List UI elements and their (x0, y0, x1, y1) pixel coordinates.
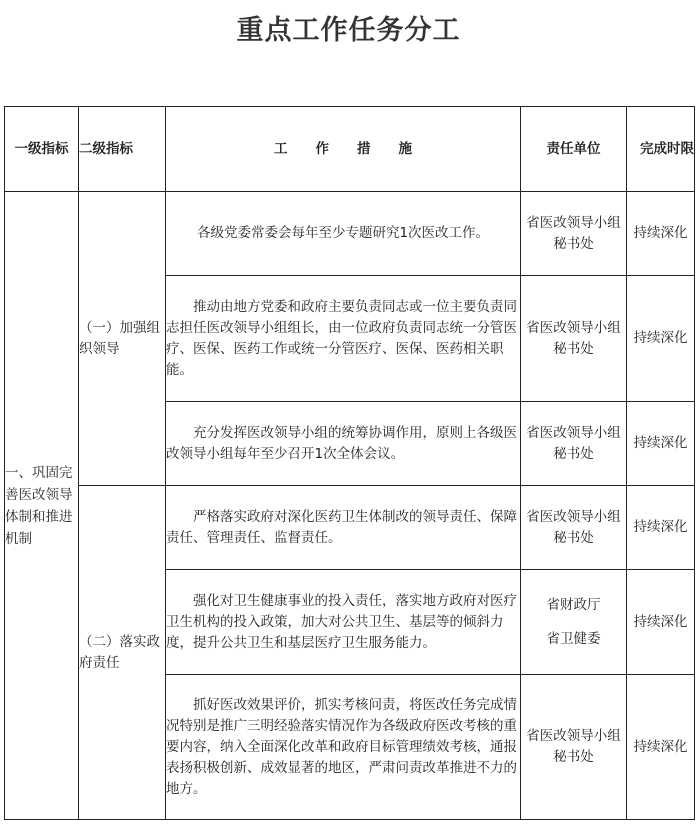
deadline-cell: 持续深化 (627, 675, 695, 820)
measure-cell: 强化对卫生健康事业的投入责任，落实地方政府对医疗卫生机构的投入政策，加大对公共卫生、基层等的倾斜力度，提升公共卫生和基层医疗卫生服务能力。 (166, 570, 521, 675)
header-unit: 责任单位 (521, 107, 627, 192)
unit-cell: 省医改领导小组秘书处 (521, 675, 627, 820)
header-deadline: 完成时限 (627, 107, 695, 192)
header-measures-char: 施 (398, 140, 412, 157)
unit-cell (521, 570, 627, 675)
measure-cell: 充分发挥医改领导小组的统筹协调作用，原则上各级医改领导小组每年至少召开1次全体会议。 (166, 402, 521, 486)
task-table (4, 106, 695, 820)
deadline-cell: 持续深化 (627, 486, 695, 570)
header-level1: 一级指标 (5, 107, 79, 192)
level2-cell: （二）落实政府责任 (79, 486, 166, 820)
level2-cell: （一）加强组织领导 (79, 192, 166, 486)
deadline-cell: 持续深化 (627, 192, 695, 276)
deadline-cell: 持续深化 (627, 402, 695, 486)
unit-cell: 省医改领导小组秘书处 (521, 402, 627, 486)
header-level2: 二级指标 (79, 107, 166, 192)
measure-cell: 抓好医改效果评价，抓实考核问责，将医改任务完成情况特别是推广三明经验落实情况作为各级政府医改考核的重要内容，纳入全面深化改革和政府目标管理绩效考核，通报表扬积极创新、成效显著的地区，严肃问责改革推进不力的地方。 (166, 675, 521, 820)
unit-line: 省卫健委 (546, 630, 601, 647)
header-row (5, 107, 695, 192)
level1-cell: 一、巩固完善医改领导体制和推进机制 (5, 192, 79, 820)
page-title: 重点工作任务分工 (236, 15, 461, 46)
measure-cell: 严格落实政府对深化医药卫生体制改的领导责任、保障责任、管理责任、监督责任。 (166, 486, 521, 570)
header-measures-char: 作 (315, 140, 329, 157)
header-measures (166, 107, 521, 192)
header-measures-char: 工 (274, 140, 288, 157)
deadline-cell: 持续深化 (627, 276, 695, 402)
unit-line: 省财政厅 (546, 596, 601, 613)
deadline-cell: 持续深化 (627, 570, 695, 675)
table-row (5, 486, 695, 570)
unit-cell: 省医改领导小组秘书处 (521, 192, 627, 276)
measure-cell: 推动由地方党委和政府主要负责同志或一位主要负责同志担任医改领导小组组长，由一位政府负责同志统一分管医疗、医保、医药工作或统一分管医疗、医保、医药相关职能。 (166, 276, 521, 402)
header-measures-char: 措 (357, 140, 371, 157)
measure-cell: 各级党委常委会每年至少专题研究1次医改工作。 (166, 192, 521, 276)
table-row (5, 192, 695, 276)
unit-cell: 省医改领导小组秘书处 (521, 486, 627, 570)
unit-cell: 省医改领导小组秘书处 (521, 276, 627, 402)
